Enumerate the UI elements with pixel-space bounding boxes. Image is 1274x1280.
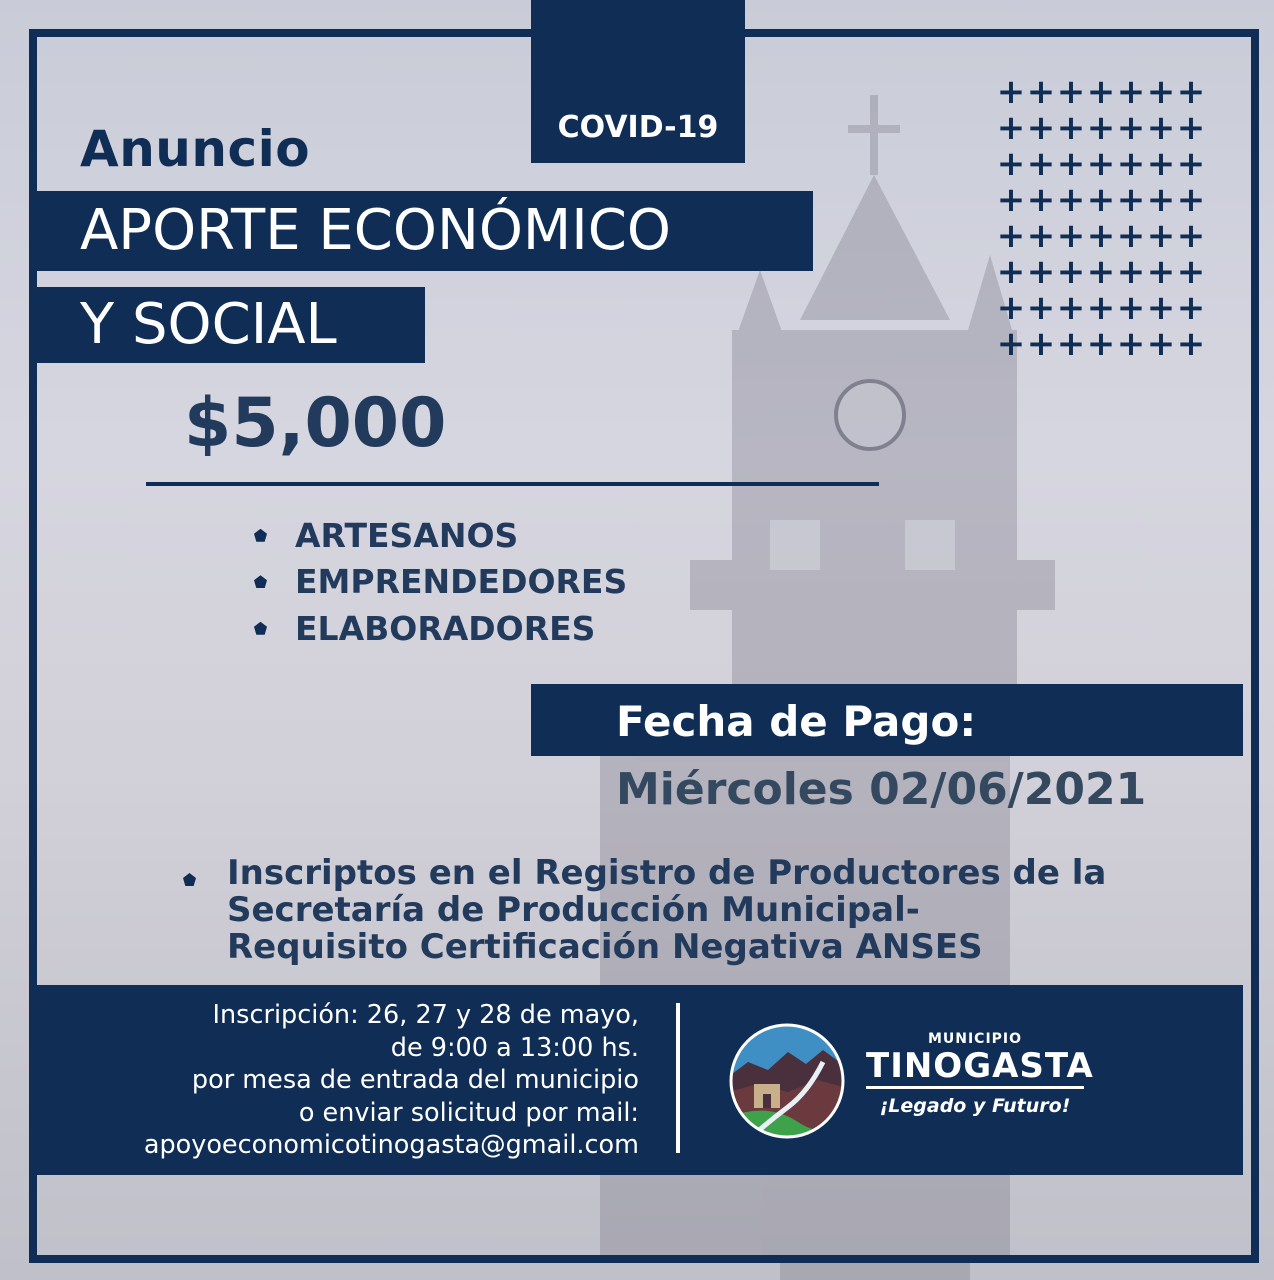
plus-icon: + bbox=[1116, 72, 1146, 112]
bullet-icon bbox=[254, 529, 267, 542]
plus-icon: + bbox=[1146, 288, 1176, 328]
list-item: ARTESANOS bbox=[254, 512, 627, 559]
covid-badge: COVID-19 bbox=[531, 0, 745, 163]
plus-icon: + bbox=[1146, 72, 1176, 112]
plus-icon: + bbox=[1056, 72, 1086, 112]
requirement-item bbox=[183, 855, 1106, 966]
plus-icon: + bbox=[1056, 324, 1086, 364]
plus-icon: + bbox=[1176, 180, 1206, 220]
payment-date: Miércoles 02/06/2021 bbox=[616, 764, 1147, 815]
plus-icon: + bbox=[996, 180, 1026, 220]
heading: Anuncio bbox=[80, 120, 311, 178]
plus-icon: + bbox=[1176, 252, 1206, 292]
plus-icon: + bbox=[1056, 216, 1086, 256]
plus-icon: + bbox=[996, 108, 1026, 148]
plus-icon: + bbox=[1026, 324, 1056, 364]
divider-rule bbox=[146, 482, 879, 486]
plus-icon: + bbox=[996, 324, 1026, 364]
plus-icon: + bbox=[1116, 252, 1146, 292]
contact-email: apoyoeconomicotinogasta@gmail.com bbox=[143, 1130, 639, 1160]
plus-icon: + bbox=[1026, 144, 1056, 184]
beneficiary-list bbox=[254, 512, 627, 652]
plus-icon: + bbox=[1176, 108, 1206, 148]
plus-icon: + bbox=[1086, 144, 1116, 184]
plus-icon: + bbox=[1176, 216, 1206, 256]
bullet-icon bbox=[254, 575, 267, 588]
plus-icon: + bbox=[1176, 288, 1206, 328]
list-item: ELABORADORES bbox=[254, 605, 627, 652]
vertical-divider bbox=[676, 1003, 680, 1153]
plus-icon: + bbox=[1116, 216, 1146, 256]
plus-icon: + bbox=[1086, 288, 1116, 328]
plus-icon: + bbox=[1146, 324, 1176, 364]
amount: $5,000 bbox=[184, 384, 447, 463]
plus-icon: + bbox=[1146, 108, 1176, 148]
title-line-2: Y SOCIAL bbox=[37, 287, 425, 363]
plus-icon: + bbox=[1056, 288, 1086, 328]
inscription-info: Inscripción: 26, 27 y 28 de mayo, de 9:00 a 13:00 hs. por mesa de entrada del municipio o enviar solicitud por mail: apoyoeconomicotinogasta@gmail.com bbox=[143, 1000, 639, 1160]
plus-icon: + bbox=[996, 72, 1026, 112]
plus-icon: + bbox=[1026, 72, 1056, 112]
plus-icon: + bbox=[1086, 108, 1116, 148]
plus-icon: + bbox=[1026, 288, 1056, 328]
plus-icon: + bbox=[1026, 180, 1056, 220]
plus-icon: + bbox=[1086, 72, 1116, 112]
plus-icon: + bbox=[1086, 216, 1116, 256]
title-line-1: APORTE ECONÓMICO bbox=[37, 191, 813, 271]
plus-icon: + bbox=[996, 144, 1026, 184]
plus-icon: + bbox=[1056, 180, 1086, 220]
bullet-icon bbox=[183, 873, 196, 886]
plus-icon: + bbox=[1116, 324, 1146, 364]
plus-icon: + bbox=[1056, 144, 1086, 184]
plus-icon: + bbox=[1176, 144, 1206, 184]
footer-panel bbox=[37, 985, 1243, 1175]
plus-icon: + bbox=[996, 288, 1026, 328]
plus-icon: + bbox=[1116, 144, 1146, 184]
plus-icon: + bbox=[1116, 288, 1146, 328]
municipality-logo-icon bbox=[728, 1022, 846, 1140]
list-item: EMPRENDEDORES bbox=[254, 559, 627, 606]
payment-date-label: Fecha de Pago: bbox=[531, 684, 1243, 756]
plus-icon: + bbox=[1146, 180, 1176, 220]
plus-icon: + bbox=[1056, 252, 1086, 292]
plus-icon: + bbox=[1026, 108, 1056, 148]
plus-icon: + bbox=[1086, 324, 1116, 364]
plus-pattern-decoration bbox=[996, 74, 1206, 362]
requirement-text: Inscriptos en el Registro de Productores de la Secretaría de Producción Municipal- Requisito Certificación Negativa ANSES bbox=[227, 853, 1107, 967]
plus-icon: + bbox=[1086, 252, 1116, 292]
plus-icon: + bbox=[996, 216, 1026, 256]
plus-icon: + bbox=[1056, 108, 1086, 148]
plus-icon: + bbox=[1116, 180, 1146, 220]
plus-icon: + bbox=[1146, 216, 1176, 256]
plus-icon: + bbox=[1026, 252, 1056, 292]
plus-icon: + bbox=[1026, 216, 1056, 256]
plus-icon: + bbox=[1176, 324, 1206, 364]
plus-icon: + bbox=[1116, 108, 1146, 148]
plus-icon: + bbox=[1176, 72, 1206, 112]
plus-icon: + bbox=[996, 252, 1026, 292]
municipality-brand: MUNICIPIO TINOGASTA ¡Legado y Futuro! bbox=[866, 1031, 1094, 1117]
plus-icon: + bbox=[1146, 144, 1176, 184]
plus-icon: + bbox=[1086, 180, 1116, 220]
plus-icon: + bbox=[1146, 252, 1176, 292]
bullet-icon bbox=[254, 622, 267, 635]
